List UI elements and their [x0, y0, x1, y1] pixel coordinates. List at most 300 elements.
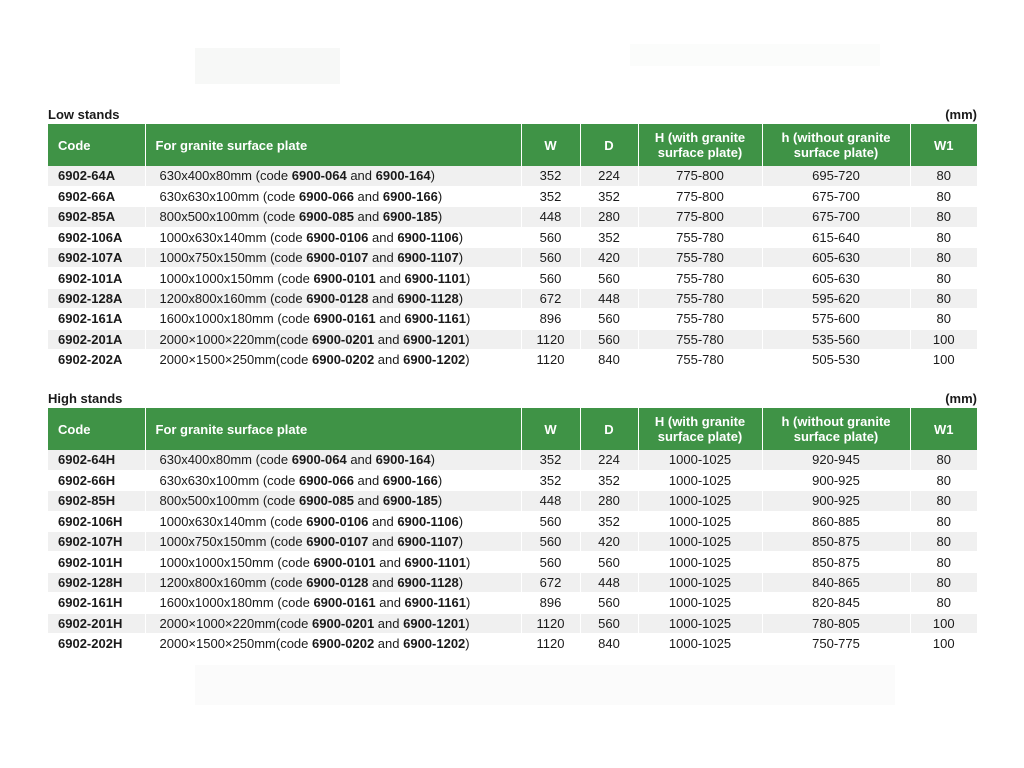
table-header-row [48, 408, 977, 450]
cell-plate [145, 511, 521, 531]
cell-h-with: 1000-1025 [638, 613, 762, 633]
code-prefix: (code [270, 575, 307, 591]
plate-size: 1000x1000x150mm [159, 554, 278, 570]
table-row [48, 207, 977, 227]
code-suffix: ) [437, 493, 443, 509]
code-suffix: ) [458, 229, 464, 245]
code-prefix: (code [275, 615, 313, 631]
code-suffix: ) [430, 452, 435, 468]
cell-w1: 80 [910, 268, 977, 288]
cell-h-without: 850-875 [762, 552, 910, 572]
column-header-code: Code [48, 124, 145, 166]
plate-size: 630x630x100mm [159, 189, 263, 205]
cell-plate [145, 268, 521, 288]
code-prefix: (code [262, 209, 299, 225]
plate-code: 6900-085 [298, 209, 354, 225]
cell-plate [145, 491, 521, 511]
table-row [48, 288, 977, 308]
plate-size: 800x500x100mm [159, 493, 263, 509]
column-header-w1: W1 [910, 124, 977, 166]
code-suffix: ) [437, 189, 443, 205]
cell-h-without: 505-530 [762, 350, 910, 370]
cell-h-with: 755-780 [638, 350, 762, 370]
plate-code: 6900-1128 [397, 575, 459, 591]
low-stands-section [48, 107, 977, 370]
cell-plate [145, 248, 521, 268]
and-text: and [374, 352, 404, 368]
plate-size: 1000x750x150mm [159, 534, 271, 550]
plate-code: 6900-0106 [306, 513, 369, 529]
column-header-plate: For granite surface plate [145, 408, 521, 450]
plate-code: 6900-0107 [306, 250, 369, 266]
plate-code: 6900-1106 [397, 513, 459, 529]
table-row [48, 593, 977, 613]
plate-size: 2000×1000×220mm [159, 331, 276, 347]
plate-code: 6900-0128 [306, 291, 369, 307]
cell-code: 6902-66A [48, 186, 145, 206]
cell-d: 224 [580, 450, 638, 470]
plate-code: 6900-1128 [397, 291, 459, 307]
cell-code: 6902-66H [48, 470, 145, 490]
cell-h-without: 820-845 [762, 593, 910, 613]
cell-w1: 80 [910, 572, 977, 592]
and-text: and [375, 554, 405, 570]
cell-w: 560 [521, 511, 580, 531]
cell-d: 420 [580, 248, 638, 268]
cell-d: 224 [580, 166, 638, 186]
cell-code: 6902-106H [48, 511, 145, 531]
cell-h-with: 1000-1025 [638, 552, 762, 572]
plate-code: 6900-0128 [306, 575, 369, 591]
code-suffix: ) [465, 636, 470, 652]
cell-w: 560 [521, 552, 580, 572]
plate-size: 630x630x100mm [159, 473, 263, 489]
cell-d: 840 [580, 350, 638, 370]
cell-w: 560 [521, 227, 580, 247]
code-suffix: ) [465, 331, 470, 347]
code-prefix: (code [277, 270, 314, 286]
code-suffix: ) [458, 291, 464, 307]
cell-w: 352 [521, 166, 580, 186]
plate-code: 6900-1107 [397, 250, 459, 266]
cell-h-with: 1000-1025 [638, 634, 762, 654]
table-row [48, 634, 977, 654]
cell-w1: 100 [910, 613, 977, 633]
code-prefix: (code [262, 189, 299, 205]
cell-code: 6902-85A [48, 207, 145, 227]
cell-plate [145, 227, 521, 247]
plate-code: 6900-185 [382, 209, 438, 225]
cell-w1: 80 [910, 491, 977, 511]
cell-h-with: 755-780 [638, 227, 762, 247]
cell-w1: 80 [910, 511, 977, 531]
cell-d: 448 [580, 572, 638, 592]
and-text: and [368, 229, 398, 245]
cell-h-with: 1000-1025 [638, 470, 762, 490]
and-text: and [368, 513, 398, 529]
column-header-w: W [521, 124, 580, 166]
plate-size: 1000x1000x150mm [159, 270, 278, 286]
cell-plate [145, 186, 521, 206]
cell-w: 896 [521, 309, 580, 329]
code-prefix: (code [275, 636, 313, 652]
unit-label: (mm) [945, 107, 977, 122]
cell-w1: 80 [910, 186, 977, 206]
table-body [48, 450, 977, 654]
and-text: and [353, 473, 383, 489]
and-text: and [368, 250, 398, 266]
background-block [195, 48, 340, 84]
plate-code: 6900-1106 [397, 229, 459, 245]
and-text: and [353, 209, 383, 225]
cell-w: 352 [521, 470, 580, 490]
plate-size: 1000x630x140mm [159, 513, 271, 529]
cell-plate [145, 470, 521, 490]
plate-code: 6900-0202 [312, 636, 375, 652]
cell-code: 6902-161A [48, 309, 145, 329]
cell-plate [145, 309, 521, 329]
cell-plate [145, 593, 521, 613]
cell-plate [145, 552, 521, 572]
column-header-w1: W1 [910, 408, 977, 450]
cell-plate [145, 350, 521, 370]
plate-size: 630x400x80mm [159, 452, 256, 468]
cell-h-with: 755-780 [638, 329, 762, 349]
cell-w1: 100 [910, 329, 977, 349]
cell-code: 6902-64A [48, 166, 145, 186]
and-text: and [374, 636, 404, 652]
plate-code: 6900-085 [298, 493, 354, 509]
plate-code: 6900-166 [382, 189, 438, 205]
section-title: High stands [48, 391, 123, 406]
cell-h-with: 755-780 [638, 248, 762, 268]
cell-plate [145, 450, 521, 470]
plate-code: 6900-1107 [397, 534, 459, 550]
cell-h-without: 900-925 [762, 470, 910, 490]
cell-w: 1120 [521, 329, 580, 349]
code-suffix: ) [437, 473, 443, 489]
cell-h-with: 775-800 [638, 166, 762, 186]
table-row [48, 572, 977, 592]
cell-d: 352 [580, 186, 638, 206]
cell-w1: 80 [910, 288, 977, 308]
cell-d: 352 [580, 511, 638, 531]
plate-code: 6900-0107 [306, 534, 369, 550]
plate-size: 1600x1000x180mm [159, 595, 278, 611]
cell-d: 560 [580, 309, 638, 329]
cell-code: 6902-101H [48, 552, 145, 572]
column-header-d: D [580, 124, 638, 166]
plate-size: 2000×1000×220mm [159, 615, 276, 631]
code-suffix: ) [466, 270, 471, 286]
code-prefix: (code [270, 513, 307, 529]
plate-code: 6900-1201 [403, 331, 466, 347]
cell-h-with: 1000-1025 [638, 450, 762, 470]
plate-code: 6900-0161 [313, 595, 376, 611]
plate-size: 2000×1500×250mm [159, 636, 276, 652]
code-prefix: (code [255, 168, 292, 184]
cell-h-with: 775-800 [638, 186, 762, 206]
code-prefix: (code [275, 352, 313, 368]
code-prefix: (code [275, 331, 313, 347]
cell-code: 6902-106A [48, 227, 145, 247]
plate-size: 1000x630x140mm [159, 229, 271, 245]
cell-h-without: 860-885 [762, 511, 910, 531]
plate-size: 1000x750x150mm [159, 250, 271, 266]
cell-w: 448 [521, 491, 580, 511]
code-prefix: (code [277, 595, 314, 611]
code-prefix: (code [255, 452, 292, 468]
cell-w1: 80 [910, 248, 977, 268]
cell-code: 6902-64H [48, 450, 145, 470]
plate-code: 6900-0106 [306, 229, 369, 245]
section-header [48, 391, 977, 408]
and-text: and [368, 575, 398, 591]
unit-label: (mm) [945, 391, 977, 406]
table-body [48, 166, 977, 370]
cell-w1: 80 [910, 552, 977, 572]
cell-w: 1120 [521, 634, 580, 654]
cell-d: 840 [580, 634, 638, 654]
cell-h-with: 1000-1025 [638, 532, 762, 552]
cell-w: 560 [521, 532, 580, 552]
plate-size: 1200x800x160mm [159, 291, 271, 307]
plate-code: 6900-064 [291, 452, 347, 468]
code-suffix: ) [465, 615, 470, 631]
table-row [48, 309, 977, 329]
cell-h-without: 605-630 [762, 268, 910, 288]
code-suffix: ) [458, 250, 464, 266]
code-prefix: (code [277, 311, 314, 327]
cell-w: 672 [521, 288, 580, 308]
and-text: and [375, 270, 405, 286]
cell-w1: 80 [910, 450, 977, 470]
code-suffix: ) [458, 513, 464, 529]
cell-d: 560 [580, 593, 638, 613]
cell-plate [145, 207, 521, 227]
cell-w: 1120 [521, 613, 580, 633]
column-header-code: Code [48, 408, 145, 450]
plate-size: 2000×1500×250mm [159, 352, 276, 368]
and-text: and [374, 615, 404, 631]
cell-h-with: 755-780 [638, 288, 762, 308]
cell-h-without: 695-720 [762, 166, 910, 186]
cell-w1: 80 [910, 227, 977, 247]
column-header-h-with: H (with granite surface plate) [638, 124, 762, 166]
cell-h-without: 920-945 [762, 450, 910, 470]
cell-w: 1120 [521, 350, 580, 370]
plate-code: 6900-0202 [312, 352, 375, 368]
table-row [48, 186, 977, 206]
and-text: and [346, 168, 376, 184]
background-block [630, 44, 880, 66]
cell-plate [145, 572, 521, 592]
code-suffix: ) [465, 352, 470, 368]
and-text: and [353, 493, 383, 509]
cell-w: 352 [521, 186, 580, 206]
plate-code: 6900-185 [382, 493, 438, 509]
table-row [48, 268, 977, 288]
cell-plate [145, 329, 521, 349]
cell-d: 420 [580, 532, 638, 552]
code-suffix: ) [458, 534, 464, 550]
cell-d: 560 [580, 268, 638, 288]
plate-code: 6900-164 [375, 452, 431, 468]
table-row [48, 511, 977, 531]
code-prefix: (code [270, 291, 307, 307]
code-suffix: ) [466, 311, 471, 327]
cell-d: 280 [580, 491, 638, 511]
high-stands-section [48, 391, 977, 654]
and-text: and [346, 452, 376, 468]
column-header-w: W [521, 408, 580, 450]
cell-w: 896 [521, 593, 580, 613]
plate-code: 6900-164 [375, 168, 431, 184]
column-header-h-without: h (without granite surface plate) [762, 124, 910, 166]
cell-h-without: 535-560 [762, 329, 910, 349]
section-title: Low stands [48, 107, 120, 122]
plate-code: 6900-0101 [313, 554, 376, 570]
table-row [48, 491, 977, 511]
cell-w1: 80 [910, 532, 977, 552]
cell-code: 6902-128H [48, 572, 145, 592]
table-row [48, 532, 977, 552]
cell-h-without: 750-775 [762, 634, 910, 654]
cell-plate [145, 532, 521, 552]
plate-size: 800x500x100mm [159, 209, 263, 225]
plate-code: 6900-1161 [404, 595, 466, 611]
column-header-d: D [580, 408, 638, 450]
cell-h-with: 1000-1025 [638, 491, 762, 511]
table-row [48, 248, 977, 268]
plate-size: 1600x1000x180mm [159, 311, 278, 327]
cell-h-without: 575-600 [762, 309, 910, 329]
table-row [48, 470, 977, 490]
code-suffix: ) [466, 554, 471, 570]
table-row [48, 350, 977, 370]
table-row [48, 450, 977, 470]
table-row [48, 613, 977, 633]
column-header-h-without: h (without granite surface plate) [762, 408, 910, 450]
plate-code: 6900-064 [291, 168, 347, 184]
column-header-h-with: H (with granite surface plate) [638, 408, 762, 450]
code-suffix: ) [437, 209, 443, 225]
cell-w1: 80 [910, 593, 977, 613]
cell-code: 6902-85H [48, 491, 145, 511]
cell-w1: 80 [910, 470, 977, 490]
and-text: and [375, 311, 405, 327]
cell-w: 352 [521, 450, 580, 470]
plate-code: 6900-1101 [404, 554, 466, 570]
and-text: and [375, 595, 405, 611]
cell-h-without: 605-630 [762, 248, 910, 268]
code-prefix: (code [270, 534, 307, 550]
code-prefix: (code [277, 554, 314, 570]
table-row [48, 552, 977, 572]
cell-d: 352 [580, 470, 638, 490]
cell-h-with: 775-800 [638, 207, 762, 227]
background-block [195, 665, 895, 705]
cell-w1: 100 [910, 350, 977, 370]
cell-d: 560 [580, 613, 638, 633]
plate-code: 6900-0161 [313, 311, 376, 327]
section-header [48, 107, 977, 124]
plate-code: 6900-1202 [403, 636, 466, 652]
cell-h-without: 900-925 [762, 491, 910, 511]
cell-h-without: 780-805 [762, 613, 910, 633]
cell-code: 6902-107A [48, 248, 145, 268]
plate-code: 6900-0201 [312, 331, 375, 347]
plate-code: 6900-1161 [404, 311, 466, 327]
cell-d: 352 [580, 227, 638, 247]
cell-code: 6902-101A [48, 268, 145, 288]
cell-w: 560 [521, 268, 580, 288]
cell-h-with: 1000-1025 [638, 511, 762, 531]
cell-code: 6902-202A [48, 350, 145, 370]
cell-d: 448 [580, 288, 638, 308]
plate-code: 6900-0201 [312, 615, 375, 631]
table-row [48, 329, 977, 349]
cell-h-without: 595-620 [762, 288, 910, 308]
cell-h-with: 755-780 [638, 309, 762, 329]
cell-h-without: 840-865 [762, 572, 910, 592]
cell-plate [145, 613, 521, 633]
plate-code: 6900-1201 [403, 615, 466, 631]
plate-code: 6900-066 [298, 189, 354, 205]
plate-code: 6900-066 [298, 473, 354, 489]
plate-code: 6900-1202 [403, 352, 466, 368]
cell-plate [145, 634, 521, 654]
table-row [48, 227, 977, 247]
cell-w: 560 [521, 248, 580, 268]
table-header-row [48, 124, 977, 166]
plate-code: 6900-0101 [313, 270, 376, 286]
cell-h-without: 615-640 [762, 227, 910, 247]
code-prefix: (code [270, 229, 307, 245]
and-text: and [353, 189, 383, 205]
code-suffix: ) [458, 575, 464, 591]
code-prefix: (code [270, 250, 307, 266]
code-suffix: ) [466, 595, 471, 611]
cell-d: 560 [580, 552, 638, 572]
cell-w1: 80 [910, 166, 977, 186]
and-text: and [368, 291, 398, 307]
cell-h-without: 850-875 [762, 532, 910, 552]
cell-code: 6902-201H [48, 613, 145, 633]
cell-h-without: 675-700 [762, 207, 910, 227]
cell-code: 6902-161H [48, 593, 145, 613]
cell-code: 6902-128A [48, 288, 145, 308]
table-row [48, 166, 977, 186]
low-stands-table [48, 124, 977, 370]
plate-code: 6900-1101 [404, 270, 466, 286]
high-stands-table [48, 408, 977, 654]
plate-size: 630x400x80mm [159, 168, 256, 184]
and-text: and [374, 331, 404, 347]
cell-plate [145, 166, 521, 186]
plate-code: 6900-166 [382, 473, 438, 489]
code-prefix: (code [262, 473, 299, 489]
cell-h-with: 1000-1025 [638, 572, 762, 592]
plate-size: 1200x800x160mm [159, 575, 271, 591]
column-header-plate: For granite surface plate [145, 124, 521, 166]
cell-d: 560 [580, 329, 638, 349]
cell-plate [145, 288, 521, 308]
cell-w: 672 [521, 572, 580, 592]
cell-code: 6902-107H [48, 532, 145, 552]
cell-h-with: 755-780 [638, 268, 762, 288]
cell-h-with: 1000-1025 [638, 593, 762, 613]
